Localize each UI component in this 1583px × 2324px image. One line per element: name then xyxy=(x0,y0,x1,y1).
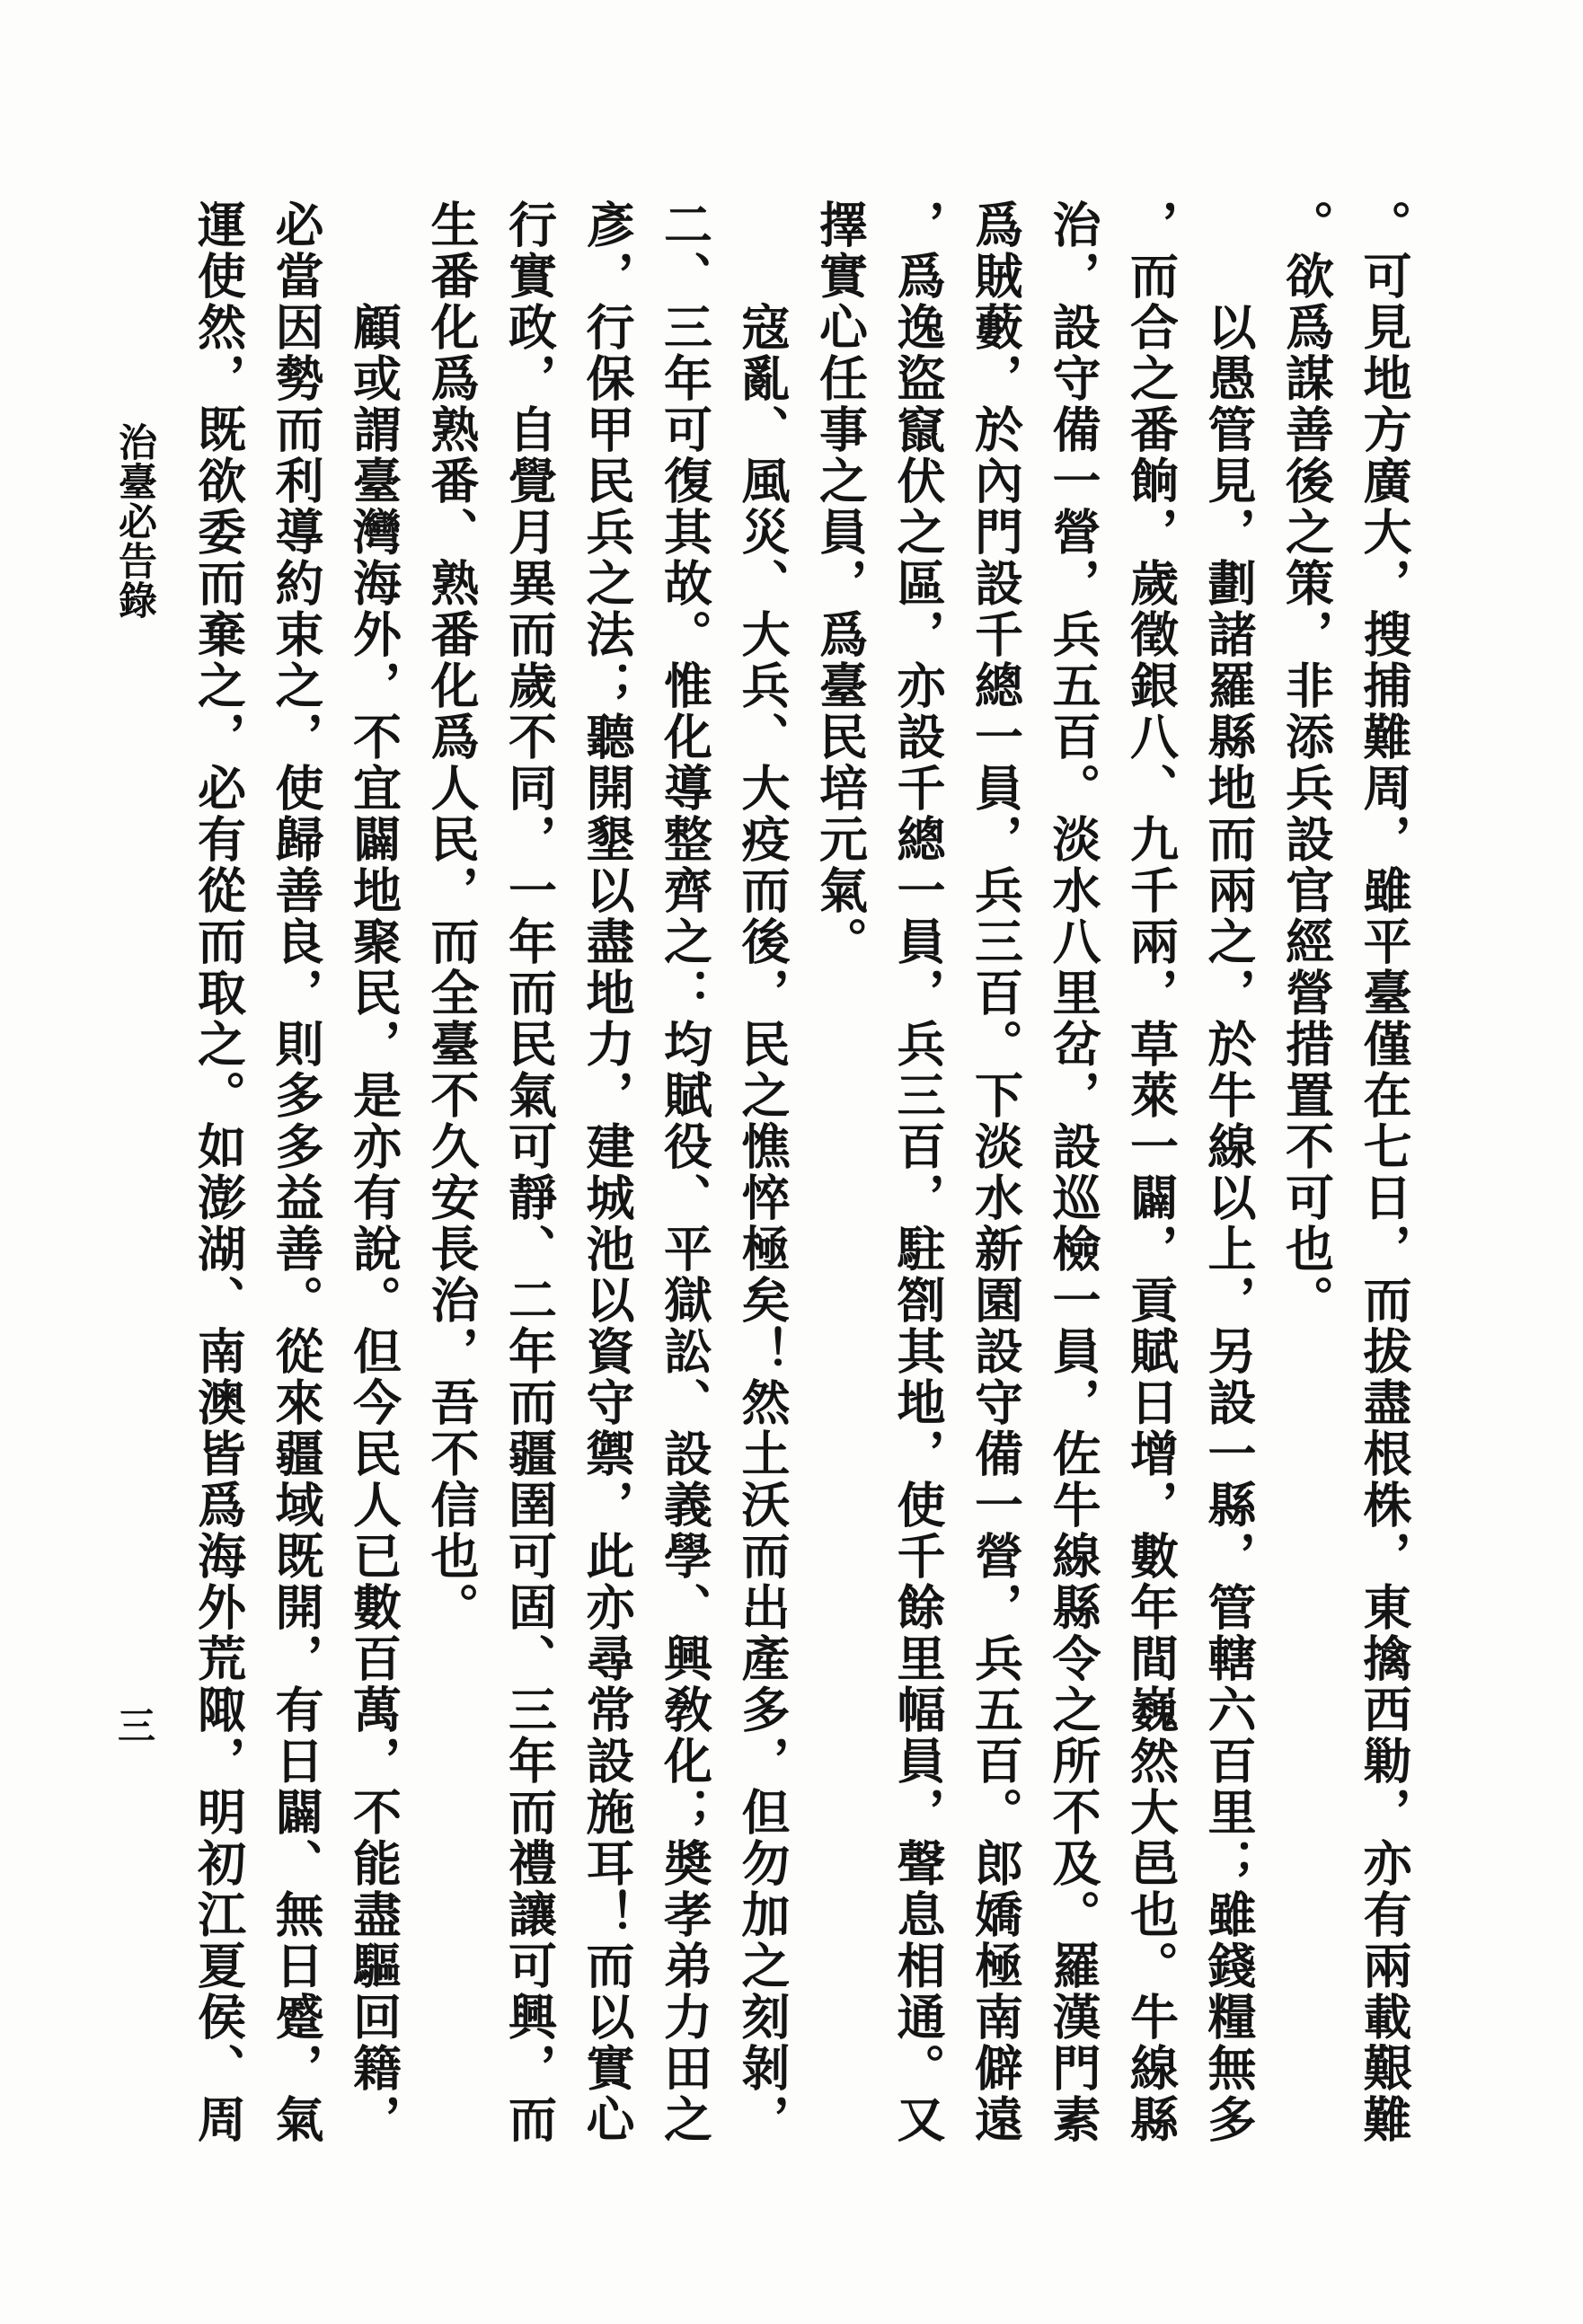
text-column: 治，設守備一營，兵五百。淡水八里岔，設巡檢一員，佐牛線縣令之所不及。羅漢門素 xyxy=(1046,199,1100,2145)
page-number: 三 xyxy=(118,1707,156,1748)
text-column: 寇亂、風災、大兵、大疫而後，民之憔悴極矣！然土沃而出產多，但勿加之刻剝， xyxy=(735,302,789,2145)
text-column: 彥，行保甲民兵之法；聽開墾以盡地力，建城池以資守禦，此亦尋常設施耳！而以實心 xyxy=(579,199,633,2145)
text-column: 爲賊藪，於內門設千總一員，兵三百。下淡水新園設守備一營，兵五百。郎嬌極南僻遠 xyxy=(968,199,1022,2145)
text-column: 二、三年可復其故。惟化導整齊之：均賦役、平獄訟、設義學、興敎化；奬孝弟力田之 xyxy=(657,199,712,2145)
text-column: 生番化爲熟番、熟番化爲人民，而全臺不久安長治，吾不信也。 xyxy=(424,199,478,1633)
text-column: 以愚管見，劃諸羅縣地而兩之，於牛線以上，另設一縣，管轄六百里；雖錢糧無多 xyxy=(1201,302,1255,2145)
book-title-sidebar: 治臺必告錄 xyxy=(113,422,155,620)
text-column: 。可見地方廣大，搜捕難周，雖平臺僅在七日，而拔盡根株，東擒西勦，亦有兩載艱難 xyxy=(1357,199,1411,2145)
text-column: 必當因勢而利導約束之，使歸善良，則多多益善。從來疆域既開，有日闢、無日蹙，氣 xyxy=(269,199,323,2145)
text-column: 行實政，自覺月異而歲不同，一年而民氣可靜、二年而疆圉可固、三年而禮讓可興，而 xyxy=(501,199,556,2145)
text-column: 運使然，既欲委而棄之，必有從而取之。如澎湖、南澳皆爲海外荒陬，明初江夏侯、周 xyxy=(190,199,245,2145)
text-column: ，爲逸盜竄伏之區，亦設千總一員，兵三百，駐劄其地，使千餘里幅員，聲息相通。又 xyxy=(890,199,944,2145)
text-column: 顧或謂臺灣海外，不宜闢地聚民，是亦有說。但今民人已數百萬，不能盡驅回籍， xyxy=(346,302,401,2145)
text-column: ，而合之番餉，歲徵銀八、九千兩，草萊一闢，貢賦日增，數年間巍然大邑也。牛線縣 xyxy=(1123,199,1178,2145)
main-text-block xyxy=(179,199,1422,2212)
text-column: 。欲爲謀善後之策，非添兵設官經營措置不可也。 xyxy=(1278,199,1333,1326)
text-column: 擇實心任事之員，爲臺民培元氣。 xyxy=(812,199,867,968)
